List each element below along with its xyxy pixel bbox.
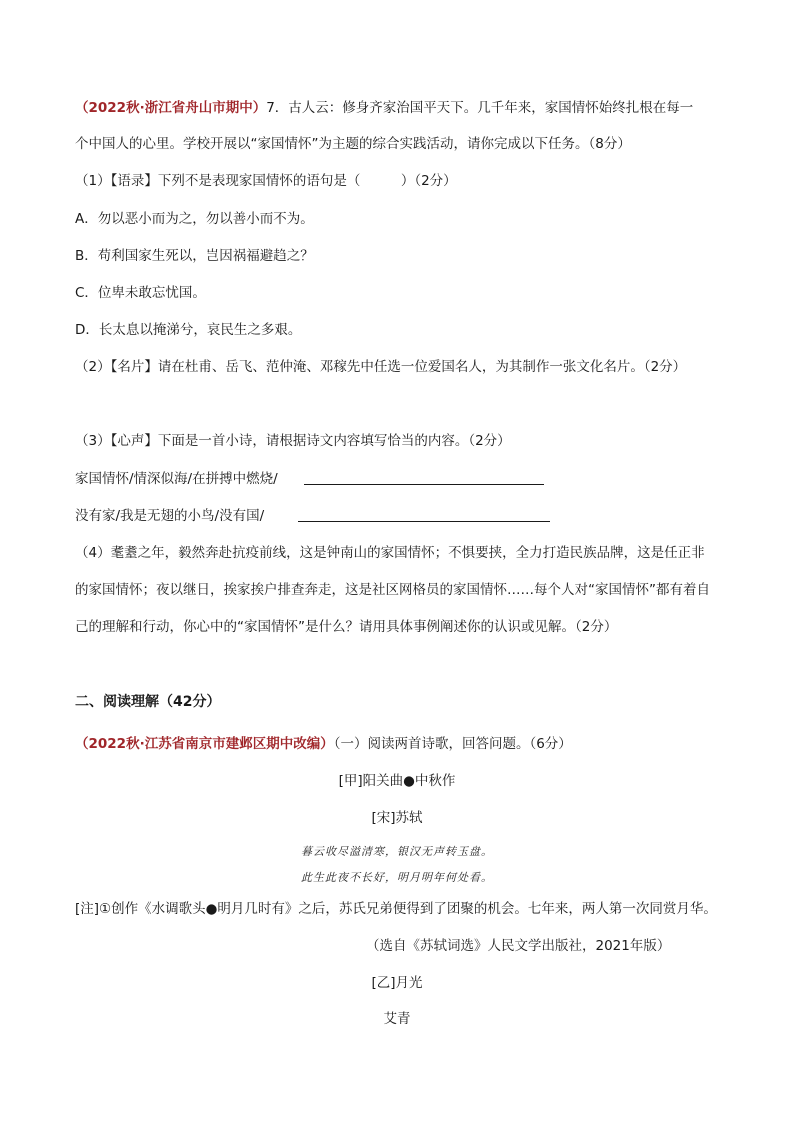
- section-2-heading: 二、阅读理解（42分）: [75, 694, 221, 710]
- answer-blank-2[interactable]: [298, 521, 550, 522]
- poem-b-author: 艾青: [383, 1011, 411, 1027]
- sub-question-3: （3）【心声】下面是一首小诗，请根据诗文内容填写恰当的内容。（2分）: [75, 433, 511, 449]
- poem-line-1: 家国情怀/情深似海/在拼搏中燃烧/: [75, 471, 278, 487]
- poem-a-line-2: 此生此夜不长好，明月明年何处看。: [301, 871, 493, 884]
- sub-question-1: （1）【语录】下列不是表现家国情怀的语句是（ ）（2分）: [75, 173, 457, 189]
- question-7-intro-line1: [75, 98, 693, 118]
- option-d: D．长太息以掩涕兮，哀民生之多艰。: [75, 322, 302, 338]
- sub-question-4-line2: 的家国情怀；夜以继日，挨家挨户排查奔走，这是社区网格员的家国情怀……每个人对“家国情怀”都有着自: [75, 582, 710, 598]
- poem-citation: （选自《苏轼词选》人民文学出版社，2021年版）: [366, 938, 671, 954]
- option-c: C．位卑未敢忘忧国。: [75, 285, 206, 301]
- poem-line-2: 没有家/我是无翅的小鸟/没有国/: [75, 508, 265, 524]
- poem-b-title: [乙]月光: [371, 975, 423, 991]
- answer-blank-1[interactable]: [304, 484, 544, 485]
- poem-note: [注]①创作《水调歌头●明月几时有》之后，苏氏兄弟便得到了团聚的机会。七年来，两人第一次同赏月华。: [75, 901, 717, 917]
- question-7-source: （2022秋·浙江省舟山市期中）: [75, 100, 267, 116]
- poem-a-line-1: 暮云收尽溢清寒，银汉无声转玉盘。: [301, 845, 493, 858]
- poem-a-title: [甲]阳关曲●中秋作: [338, 773, 456, 789]
- poem-a-author: [宋]苏轼: [371, 810, 423, 826]
- section-2-intro: [75, 734, 572, 754]
- question-7-intro-line2: 个中国人的心里。学校开展以“家国情怀”为主题的综合实践活动，请你完成以下任务。（8分）: [75, 136, 631, 152]
- sub-question-2: （2）【名片】请在杜甫、岳飞、范仲淹、邓稼先中任选一位爱国名人，为其制作一张文化名片。（2分）: [75, 359, 687, 375]
- option-a: A．勿以恶小而为之，勿以善小而不为。: [75, 211, 314, 227]
- sub-question-4-line1: （4）耄耋之年，毅然奔赴抗疫前线，这是钟南山的家国情怀；不惧要挟，全力打造民族品牌，这是任正非: [75, 545, 705, 561]
- section-2-source: （2022秋·江苏省南京市建邺区期中改编）: [75, 736, 334, 752]
- sub-question-4-line3: 己的理解和行动，你心中的“家国情怀”是什么？请用具体事例阐述你的认识或见解。（2分）: [75, 619, 618, 635]
- section-2-intro-text: （一）阅读两首诗歌，回答问题。（6分）: [333, 736, 572, 752]
- option-b: B．苟利国家生死以，岂因祸福避趋之？: [75, 248, 314, 264]
- question-7-intro-text: 7．古人云：修身齐家治国平天下。几千年来，家国情怀始终扎根在每一: [266, 100, 694, 116]
